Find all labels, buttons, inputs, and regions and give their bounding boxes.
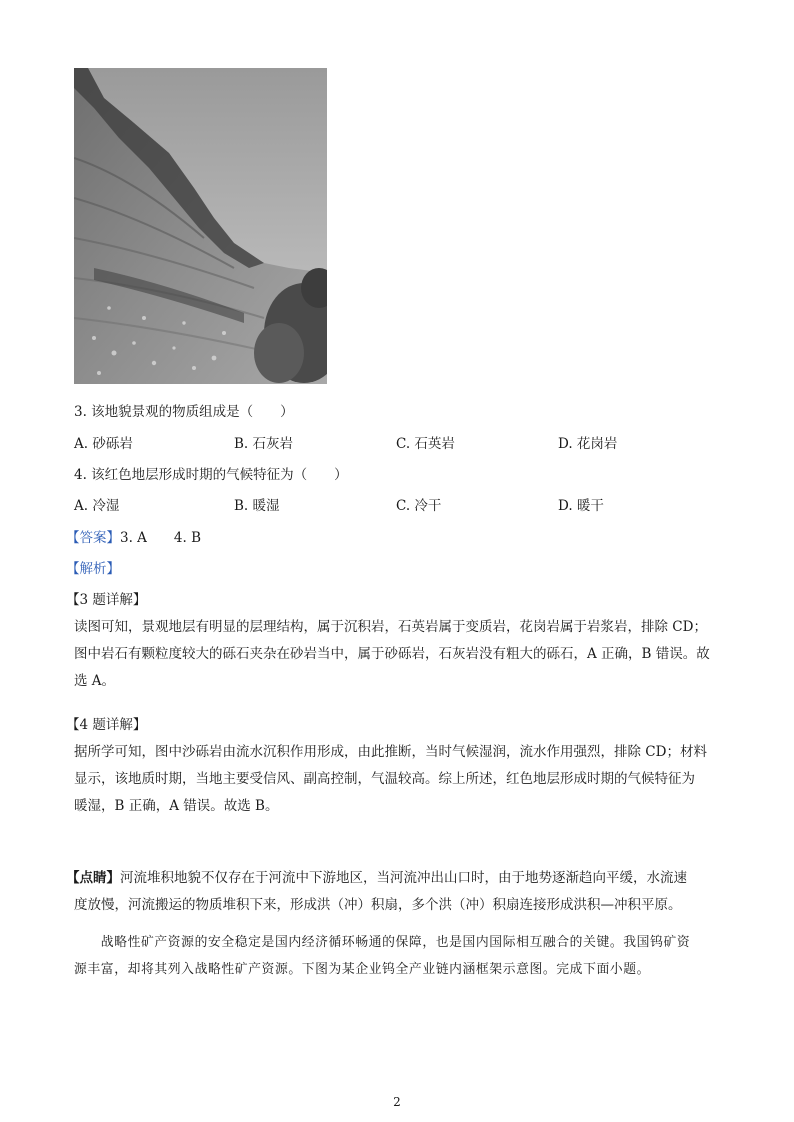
detail-4-line: 显示，该地质时期，当地主要受信风、副高控制，气温较高。综上所述，红色地层形成时期的气候特征为 (74, 771, 695, 787)
question-4-stem: 4. 该红色地层形成时期的气候特征为（ ） (74, 467, 348, 483)
tip-line-1 (66, 865, 726, 892)
question-3-stem: 3. 该地貌景观的物质组成是（ ） (74, 404, 294, 420)
tip-text: 河流堆积地貌不仅存在于河流中下游地区，当河流冲出山口时，由于地势逐渐趋向平缓，水流速 (120, 870, 687, 886)
detail-3-body (74, 614, 724, 695)
question-3-option-b: B. 石灰岩 (234, 436, 294, 452)
answer-text: 3. A 4. B (120, 530, 202, 546)
detail-3-line: 选 A。 (74, 673, 116, 689)
question-3-option-d: D. 花岗岩 (558, 436, 618, 452)
detail-4-line: 据所学可知，图中沙砾岩由流水沉积作用形成，由此推断，当时气候湿润，流水作用强烈，排除 CD；材料 (74, 744, 707, 760)
intro-line: 战略性矿产资源的安全稳定是国内经济循环畅通的保障，也是国内国际相互融合的关键。我国钨矿资 (74, 935, 691, 950)
detail-3-line: 读图可知，景观地层有明显的层理结构，属于沉积岩，石英岩属于变质岩，花岗岩属于岩浆岩，排除 CD； (74, 619, 707, 635)
detail-3-label: 【3 题详解】 (66, 592, 147, 608)
detail-4-label: 【4 题详解】 (66, 717, 147, 733)
tip-block (66, 865, 726, 919)
page-number: 2 (393, 1095, 401, 1109)
tip-line-2: 度放慢，河流搬运的物质堆积下来，形成洪（冲）积扇，多个洪（冲）积扇连接形成洪积—冲积平原。 (74, 897, 682, 913)
analysis-label: 【解析】 (66, 561, 120, 577)
landform-photo (74, 68, 327, 384)
answer-line (66, 526, 201, 546)
detail-4-body (74, 739, 724, 820)
detail-4-line: 暖湿，B 正确，A 错误。故选 B。 (74, 798, 279, 814)
question-4-option-d: D. 暖干 (558, 498, 604, 514)
question-4-option-a: A. 冷湿 (74, 498, 120, 514)
intro-line: 源丰富，却将其列入战略性矿产资源。下图为某企业钨全产业链内涵框架示意图。完成下面小题。 (74, 962, 651, 977)
question-4-option-c: C. 冷干 (396, 498, 442, 514)
question-3-option-a: A. 砂砾岩 (74, 436, 133, 452)
detail-3-line: 图中岩石有颗粒度较大的砾石夹杂在砂岩当中，属于砂砾岩，石灰岩没有粗大的砾石，A 正确，B 错误。故 (74, 646, 710, 662)
question-4-option-b: B. 暖湿 (234, 498, 280, 514)
next-question-intro (74, 929, 734, 983)
answer-label: 【答案】 (66, 530, 120, 546)
question-3-option-c: C. 石英岩 (396, 436, 455, 452)
tip-label: 【点睛】 (66, 870, 120, 886)
